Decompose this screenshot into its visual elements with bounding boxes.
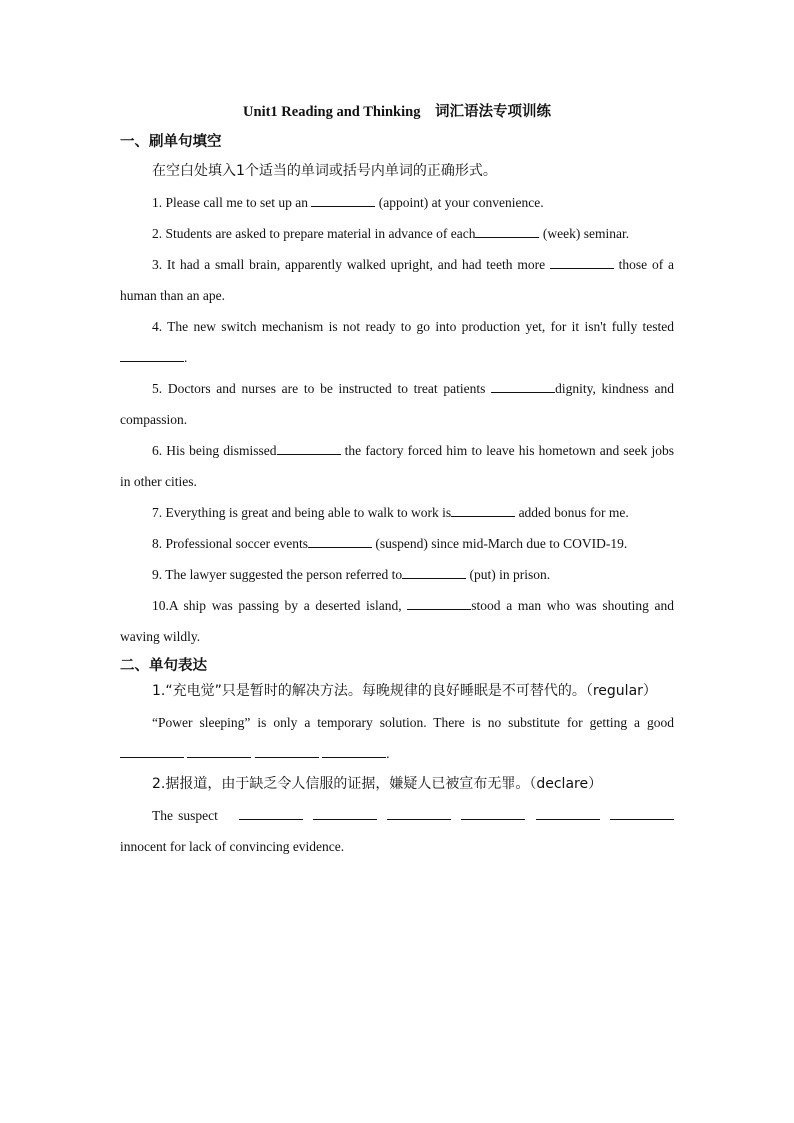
q2-blank[interactable] [475, 236, 539, 238]
q10-text-before: 10.A ship was passing by a deserted island, [152, 598, 408, 613]
q6-text-before: 6. His being dismissed [152, 443, 277, 458]
q3-blank[interactable] [550, 267, 614, 269]
q5-text-after: dignity, kindness and compassion. [120, 381, 674, 427]
question-5 [120, 373, 674, 435]
q1-text-before: 1. Please call me to set up an [152, 195, 312, 210]
q10-blank[interactable] [407, 608, 471, 610]
q5-text-before: 5. Doctors and nurses are to be instructed to treat patients [152, 381, 492, 396]
q7-text-after: added bonus for me. [515, 505, 629, 520]
expr1-blank-4[interactable] [322, 756, 386, 758]
q3-text-after: those of a human than an ape. [120, 257, 674, 303]
expression-2-english [120, 800, 674, 862]
expr2-blank-1[interactable] [239, 818, 303, 820]
expr2-blank-4[interactable] [461, 818, 525, 820]
section1-items [120, 187, 674, 652]
question-4 [120, 311, 674, 373]
q8-text-before: 8. Professional soccer events [152, 536, 308, 551]
page-title: Unit1 Reading and Thinking 词汇语法专项训练 [243, 104, 551, 120]
section2-heading: 二、单句表达 [120, 658, 207, 674]
q6-text-after: the factory forced him to leave his hometown and seek jobs in other cities. [120, 443, 674, 489]
section1-instruction: 在空白处填入1个适当的单词或括号内单词的正确形式。 [152, 163, 497, 179]
question-2 [120, 218, 674, 249]
question-3 [120, 249, 674, 311]
q4-text-before: 4. The new switch mechanism is not ready to go into production yet, for it isn't fully tested [152, 319, 674, 334]
q9-blank[interactable] [402, 577, 466, 579]
q1-text-after: (appoint) at your convenience. [375, 195, 544, 210]
expr1-text-after: . [386, 746, 390, 761]
expr1-text-before: “Power sleeping” is only a temporary solution. There is no substitute for getting a good [152, 715, 674, 730]
q10-text-after: stood a man who was shouting and waving wildly. [120, 598, 674, 644]
expr1-blank-1[interactable] [120, 756, 184, 758]
q7-text-before: 7. Everything is great and being able to walk to work is [152, 505, 452, 520]
expression-1-chinese: 1.“充电觉”只是暂时的解决方法。每晚规律的良好睡眠是不可替代的。（regular） [152, 683, 657, 699]
expr2-blank-5[interactable] [536, 818, 600, 820]
q8-text-after: (suspend) since mid-March due to COVID-19. [371, 536, 628, 551]
section1-heading: 一、刷单句填空 [120, 134, 222, 150]
expression-1-english [120, 707, 674, 769]
expr1-blank-3[interactable] [255, 756, 319, 758]
question-1 [120, 187, 674, 218]
q7-blank[interactable] [451, 515, 515, 517]
question-7 [120, 497, 674, 528]
worksheet-page [120, 102, 674, 862]
question-9 [120, 559, 674, 590]
q5-blank[interactable] [491, 391, 555, 393]
q3-text-before: 3. It had a small brain, apparently walked upright, and had teeth more [152, 257, 550, 272]
q4-text-after: . [184, 350, 188, 365]
q6-blank[interactable] [277, 453, 341, 455]
q9-text-after: (put) in prison. [466, 567, 551, 582]
q9-text-before: 9. The lawyer suggested the person referred to [152, 567, 403, 582]
expression-2-chinese: 2.据报道，由于缺乏令人信服的证据，嫌疑人已被宣布无罪。（declare） [152, 776, 603, 792]
expr2-text-before: The suspect [152, 808, 218, 823]
question-6 [120, 435, 674, 497]
question-10 [120, 590, 674, 652]
q2-text-after: (week) seminar. [539, 226, 630, 241]
expr2-blank-6[interactable] [610, 818, 674, 820]
expr2-text-after: innocent for lack of convincing evidence. [120, 839, 345, 854]
expr1-blank-2[interactable] [187, 756, 251, 758]
q4-blank[interactable] [120, 360, 184, 362]
expr2-blank-2[interactable] [313, 818, 377, 820]
q2-text-before: 2. Students are asked to prepare material in advance of each [152, 226, 476, 241]
q8-blank[interactable] [308, 546, 372, 548]
expr2-blank-3[interactable] [387, 818, 451, 820]
q1-blank[interactable] [311, 205, 375, 207]
question-8 [120, 528, 674, 559]
